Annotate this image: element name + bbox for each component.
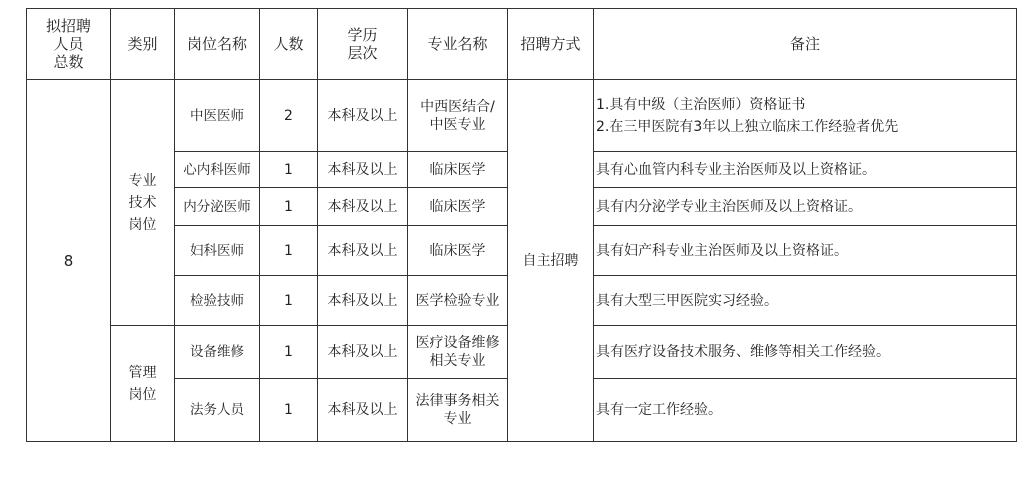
position-cell: 设备维修 bbox=[175, 326, 260, 379]
count-cell: 1 bbox=[260, 152, 318, 188]
major-cell: 医疗设备维修 相关专业 bbox=[408, 326, 508, 379]
remark-cell: 具有医疗设备技术服务、维修等相关工作经验。 bbox=[594, 326, 1017, 379]
header-major: 专业名称 bbox=[408, 9, 508, 80]
position-cell: 中医医师 bbox=[175, 80, 260, 152]
header-row bbox=[27, 9, 1017, 80]
header-category: 类别 bbox=[111, 9, 175, 80]
remark-cell: 具有心血管内科专业主治医师及以上资格证。 bbox=[594, 152, 1017, 188]
header-count: 人数 bbox=[260, 9, 318, 80]
remark-cell: 1.具有中级（主治医师）资格证书 2.在三甲医院有3年以上独立临床工作经验者优先 bbox=[594, 80, 1017, 152]
total-count-cell: 8 bbox=[27, 80, 111, 442]
position-cell: 法务人员 bbox=[175, 379, 260, 442]
education-cell: 本科及以上 bbox=[318, 276, 408, 326]
education-cell: 本科及以上 bbox=[318, 379, 408, 442]
position-cell: 检验技师 bbox=[175, 276, 260, 326]
header-method: 招聘方式 bbox=[508, 9, 594, 80]
recruitment-table bbox=[26, 8, 1017, 442]
table-row bbox=[27, 80, 1017, 152]
header-total: 拟招聘 人员 总数 bbox=[27, 9, 111, 80]
count-cell: 2 bbox=[260, 80, 318, 152]
count-cell: 1 bbox=[260, 379, 318, 442]
major-cell: 临床医学 bbox=[408, 152, 508, 188]
position-cell: 内分泌医师 bbox=[175, 188, 260, 226]
count-cell: 1 bbox=[260, 226, 318, 276]
remark-cell: 具有内分泌学专业主治医师及以上资格证。 bbox=[594, 188, 1017, 226]
position-cell: 心内科医师 bbox=[175, 152, 260, 188]
education-cell: 本科及以上 bbox=[318, 226, 408, 276]
position-cell: 妇科医师 bbox=[175, 226, 260, 276]
header-education: 学历 层次 bbox=[318, 9, 408, 80]
category-professional: 专业 技术 岗位 bbox=[111, 80, 175, 326]
remark-cell: 具有妇产科专业主治医师及以上资格证。 bbox=[594, 226, 1017, 276]
recruitment-table-wrapper bbox=[26, 8, 1017, 442]
recruit-method-cell: 自主招聘 bbox=[508, 80, 594, 442]
count-cell: 1 bbox=[260, 276, 318, 326]
header-remark: 备注 bbox=[594, 9, 1017, 80]
major-cell: 临床医学 bbox=[408, 226, 508, 276]
count-cell: 1 bbox=[260, 188, 318, 226]
education-cell: 本科及以上 bbox=[318, 80, 408, 152]
major-cell: 法律事务相关 专业 bbox=[408, 379, 508, 442]
category-management: 管理 岗位 bbox=[111, 326, 175, 442]
education-cell: 本科及以上 bbox=[318, 188, 408, 226]
remark-cell: 具有一定工作经验。 bbox=[594, 379, 1017, 442]
education-cell: 本科及以上 bbox=[318, 152, 408, 188]
count-cell: 1 bbox=[260, 326, 318, 379]
major-cell: 医学检验专业 bbox=[408, 276, 508, 326]
major-cell: 中西医结合/ 中医专业 bbox=[408, 80, 508, 152]
education-cell: 本科及以上 bbox=[318, 326, 408, 379]
major-cell: 临床医学 bbox=[408, 188, 508, 226]
remark-cell: 具有大型三甲医院实习经验。 bbox=[594, 276, 1017, 326]
header-position: 岗位名称 bbox=[175, 9, 260, 80]
